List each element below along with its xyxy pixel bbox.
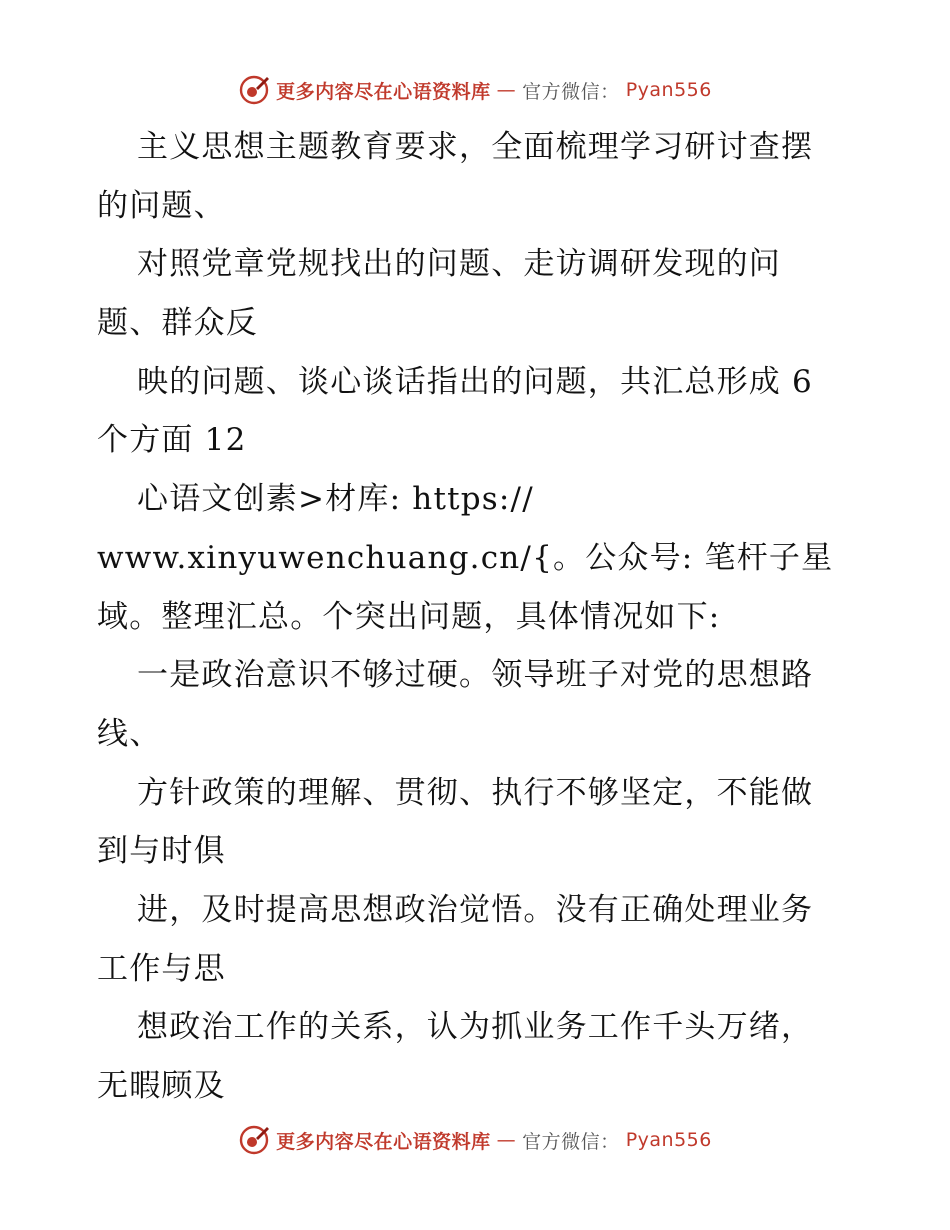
text-line: 心语文创素>材库: https:// xyxy=(137,481,534,518)
text-line: 方针政策的理解、贯彻、执行不够坚定，不能做 xyxy=(137,774,814,811)
text-line: 工作与思 xyxy=(97,950,226,987)
text-line: 个方面 12 xyxy=(97,422,247,459)
banner-wechat-label: 官方微信： xyxy=(522,80,620,103)
banner-wechat-id: Pyan556 xyxy=(625,79,712,101)
text-line: 主义思想主题教育要求，全面梳理学习研讨查摆 xyxy=(137,129,814,165)
text-line: 的问题、 xyxy=(97,187,226,224)
banner-dash: — xyxy=(496,1129,517,1151)
banner-wechat-id: Pyan556 xyxy=(625,1129,712,1151)
banner-dash: — xyxy=(496,79,517,101)
text-line: 对照党章党规找出的问题、走访调研发现的问 xyxy=(137,246,781,283)
text-line: 想政治工作的关系，认为抓业务工作千头万绪， xyxy=(137,1009,814,1046)
text-line: www.xinyuwenchuang.cn/{。公众号: 笔杆子星 xyxy=(97,539,834,576)
text-line: 进，及时提高思想政治觉悟。没有正确处理业务 xyxy=(137,891,814,928)
text-line: 题、群众反 xyxy=(97,305,258,342)
banner-wechat-label: 官方微信： xyxy=(522,1130,620,1153)
text-line: 无暇顾及 xyxy=(97,1068,226,1104)
text-line: 到与时俱 xyxy=(97,833,226,870)
banner-title: 更多内容尽在心语资料库 xyxy=(276,80,491,103)
text-line: 映的问题、谈心谈话指出的问题，共汇总形成 6 xyxy=(137,363,813,400)
banner-title: 更多内容尽在心语资料库 xyxy=(276,1130,491,1153)
text-line: 域。整理汇总。个突出问题，具体情况如下: xyxy=(97,598,721,635)
footer-banner xyxy=(0,1120,950,1160)
document-body xyxy=(97,118,857,1116)
text-line: 一是政治意识不够过硬。领导班子对党的思想路 xyxy=(137,657,814,694)
logo-icon xyxy=(238,74,270,106)
text-line: 线、 xyxy=(97,715,162,752)
header-banner xyxy=(0,70,950,110)
logo-icon xyxy=(238,1124,270,1156)
